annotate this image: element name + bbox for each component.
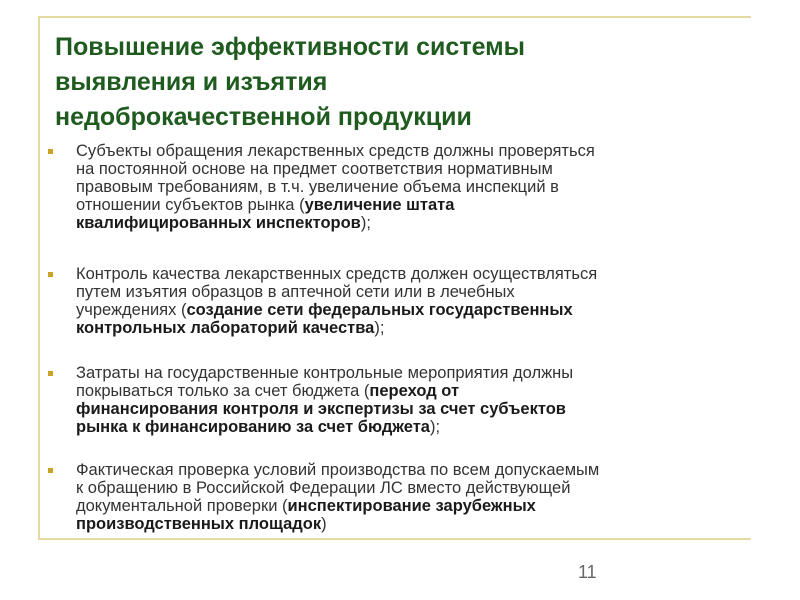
bullet-line <box>76 382 758 400</box>
bullet-text <box>76 265 758 337</box>
list-item <box>48 142 758 232</box>
bullet-line: к обращению в Российской Федерации ЛС вместо действующей <box>76 479 571 497</box>
bullet-emphasis: контрольных лабораторий качества <box>76 319 375 337</box>
bullet-line <box>76 196 758 214</box>
bullet-emphasis: увеличение штата <box>304 196 455 214</box>
bullet-fragment: отношении субъектов рынка ( <box>76 196 305 214</box>
list-item <box>48 461 758 533</box>
page-number: 11 <box>578 562 597 582</box>
bullet-emphasis: финансирования контроля и экспертизы за счет субъектов <box>76 400 566 418</box>
list-item <box>48 364 758 436</box>
bullet-text <box>76 461 758 533</box>
bullet-line <box>76 497 758 515</box>
bullet-fragment: ); <box>360 214 371 232</box>
bullet-line: путем изъятия образцов в аптечной сети или в лечебных <box>76 283 515 301</box>
bullet-fragment: покрываться только за счет бюджета ( <box>76 382 370 400</box>
bullet-line <box>76 418 758 436</box>
title-line: Повышение эффективности системы <box>55 33 525 61</box>
bullet-emphasis: создание сети федеральных государственных <box>186 301 573 319</box>
bullet-text <box>76 142 758 232</box>
square-bullet-icon <box>48 468 53 473</box>
bullet-line <box>76 301 758 319</box>
square-bullet-icon <box>48 149 53 154</box>
bullet-fragment: учреждениях ( <box>76 301 187 319</box>
bullet-line: на постоянной основе на предмет соответствия нормативным <box>76 160 553 178</box>
bullet-fragment: ); <box>374 319 385 337</box>
bullet-line <box>76 400 758 418</box>
list-item <box>48 265 758 337</box>
bullet-emphasis: производственных площадок <box>76 515 322 533</box>
bullet-line: Затраты на государственные контрольные мероприятия должны <box>76 364 574 382</box>
bullet-emphasis: инспектирование зарубежных <box>287 497 536 515</box>
bullet-emphasis: квалифицированных инспекторов <box>76 214 361 232</box>
bullet-emphasis: рынка к финансированию за счет бюджета <box>76 418 430 436</box>
title-line: недоброкачественной продукции <box>55 103 472 131</box>
slide-title <box>55 30 745 135</box>
bullet-line <box>76 319 758 337</box>
square-bullet-icon <box>48 371 53 376</box>
bullet-fragment: ); <box>430 418 441 436</box>
frame-left-line <box>38 16 40 540</box>
bullet-emphasis: переход от <box>369 382 460 400</box>
bullet-line: Фактическая проверка условий производства по всем допускаемым <box>76 461 600 479</box>
bullet-line: Субъекты обращения лекарственных средств должны проверяться <box>76 142 595 160</box>
bullet-line: правовым требованиям, в т.ч. увеличение объема инспекций в <box>76 178 559 196</box>
bullet-line: Контроль качества лекарственных средств должен осуществляться <box>76 265 598 283</box>
bullet-fragment: документальной проверки ( <box>76 497 288 515</box>
square-bullet-icon <box>48 272 53 277</box>
frame-top-line <box>38 16 751 18</box>
bullet-fragment: ) <box>321 515 327 533</box>
bullet-line <box>76 515 758 533</box>
title-line: выявления и изъятия <box>55 68 328 96</box>
bullet-text <box>76 364 758 436</box>
frame-bottom-line <box>38 538 751 540</box>
bullet-line <box>76 214 758 232</box>
